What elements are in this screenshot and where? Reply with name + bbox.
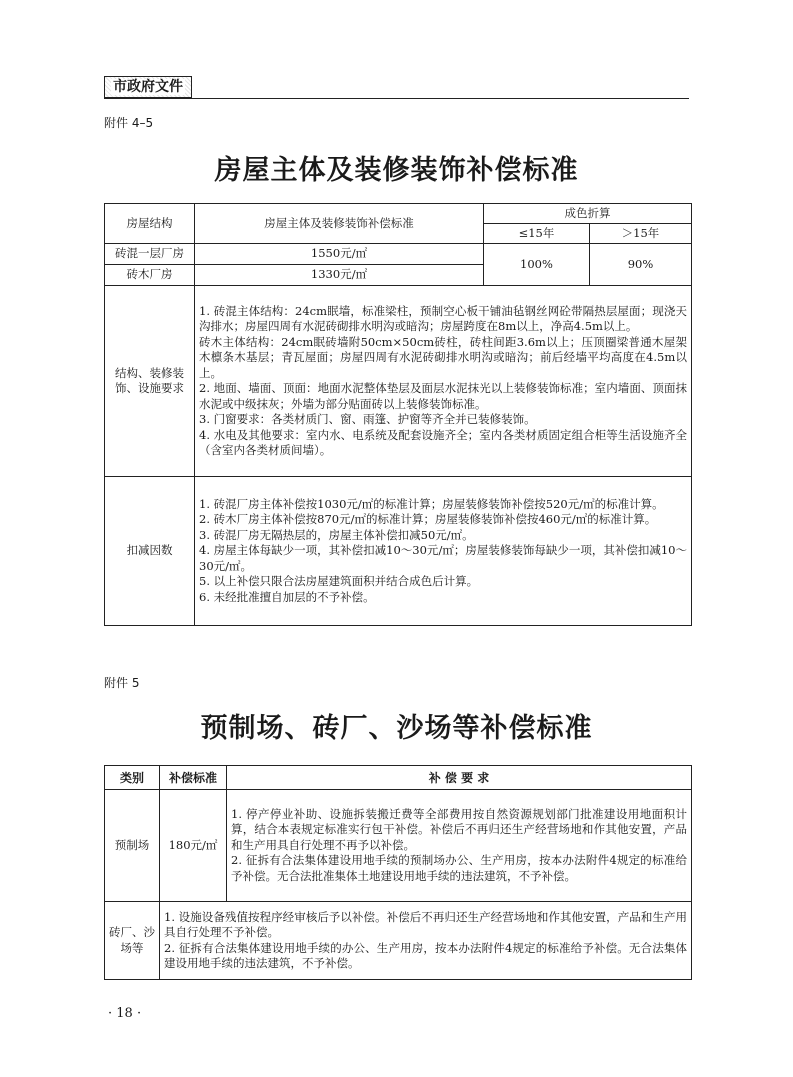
cell-brick-wood-name: 砖木厂房 xyxy=(105,265,195,286)
req-line: 2. 地面、墙面、顶面：地面水泥整体垫层及面层水泥抹光以上装修装饰标准；室内墙面、顶面抹水泥或中级抹灰；外墙为部分贴面砖以上装修装饰标准。 xyxy=(199,381,687,411)
section2-title: 预制场、砖厂、沙场等补偿标准 xyxy=(200,713,593,744)
header-tag xyxy=(104,76,192,98)
deduct-line: 4. 房屋主体每缺少一项，其补偿扣减10～30元/㎡；房屋装修装饰每缺少一项，其补偿扣减10～30元/㎡。 xyxy=(199,543,687,573)
prefab-line: 2. 征拆有合法集体建设用地手续的预制场办公、生产用房，按本办法附件4规定的标准给予补偿。无合法批准集体土地建设用地手续的违法建筑，不予补偿。 xyxy=(231,853,687,883)
header-rule xyxy=(104,98,689,99)
deduct-line: 1. 砖混厂房主体补偿按1030元/㎡的标准计算；房屋装修装饰补偿按520元/㎡的标准计算。 xyxy=(199,496,664,511)
cell-brick-concrete-price: 1550元/㎡ xyxy=(195,244,484,265)
cell-prefab-requirement xyxy=(227,790,692,902)
cell-pct-le15: 100% xyxy=(484,244,590,286)
page-number: · 18 · xyxy=(108,1006,142,1021)
cell-brick-concrete-name: 砖混一层厂房 xyxy=(105,244,195,265)
th-depreciation: 成色折算 xyxy=(484,204,692,224)
kiln-line: 1. 设施设备残值按程序经审核后予以补偿。补偿后不再归还生产经营场地和作其他安置，产品和生产用具自行处理不予补偿。 xyxy=(164,909,687,939)
kiln-line: 2. 征拆有合法集体建设用地手续的办公、生产用房，按本办法附件4规定的标准给予补偿。无合法集体建设用地手续的违法建筑，不予补偿。 xyxy=(164,940,687,970)
table-house-compensation xyxy=(104,203,692,626)
deduct-line: 6. 未经批准擅自加层的不予补偿。 xyxy=(199,589,375,604)
deduct-line: 2. 砖木厂房主体补偿按870元/㎡的标准计算；房屋装修装饰补偿按460元/㎡的标准计算。 xyxy=(199,512,657,527)
attachment-label-2: 附件 5 xyxy=(104,676,140,690)
cell-req-content xyxy=(195,286,692,477)
table-yard-compensation xyxy=(104,765,692,980)
req-line: 4. 水电及其他要求：室内水、电系统及配套设施齐全；室内各类材质固定组合柜等生活设施齐全（含室内各类材质间墙）。 xyxy=(199,427,687,457)
section1-title: 房屋主体及装修装饰补偿标准 xyxy=(214,155,579,186)
req-line: 3. 门窗要求：各类材质门、窗、雨篷、护窗等齐全并已装修装饰。 xyxy=(199,412,536,426)
th-requirement: 补 偿 要 求 xyxy=(227,766,692,790)
prefab-line: 1. 停产停业补助、设施拆装搬迁费等全部费用按自然资源规划部门批准建设用地面积计算，结合本表规定标准实行包干补偿。补偿后不再归还生产经营场地和作其他安置，产品和生产用具自行处理不再予以补偿。 xyxy=(231,806,687,852)
cell-brick-wood-price: 1330元/㎡ xyxy=(195,265,484,286)
header-tag-text: 市政府文件 xyxy=(113,79,183,95)
th-standard: 房屋主体及装修装饰补偿标准 xyxy=(195,204,484,244)
cell-pct-gt15: 90% xyxy=(590,244,692,286)
req-line: 砖木主体结构：24cm眠砖墙附50cm×50cm砖柱，砖柱间距3.6m以上；压顶圈梁普通木屋架木檩条木基层；青瓦屋面；房屋四周有水泥砖砌排水明沟或暗沟；前后经墙平均高度在4.5m以上。 xyxy=(199,334,687,380)
req-line: 1. 砖混主体结构：24cm眠墙，标准梁柱，预制空心板干铺油毡钢丝网砼带隔热层屋面；现浇天沟排水；房屋四周有水泥砖砌排水明沟或暗沟；房屋跨度在8m以上，净高4.5m以上。 xyxy=(199,303,687,333)
cell-req-label: 结构、装修装饰、设施要求 xyxy=(105,286,195,477)
cell-kiln-requirement xyxy=(160,902,692,980)
th-category: 类别 xyxy=(105,766,160,790)
cell-prefab-price: 180元/㎡ xyxy=(160,790,227,902)
deduct-line: 5. 以上补偿只限合法房屋建筑面积并结合成色后计算。 xyxy=(199,574,479,589)
deduct-line: 3. 砖混厂房无隔热层的，房屋主体补偿扣减50元/㎡。 xyxy=(199,527,474,542)
th-gt15: ＞15年 xyxy=(590,224,692,244)
th-structure: 房屋结构 xyxy=(105,204,195,244)
attachment-label-1: 附件 4–5 xyxy=(104,116,154,130)
cell-deduct-label: 扣减因数 xyxy=(105,477,195,626)
cell-kiln-category: 砖厂、沙场等 xyxy=(105,902,160,980)
th-comp-standard: 补偿标准 xyxy=(160,766,227,790)
th-le15: ≤15年 xyxy=(484,224,590,244)
cell-deduct-content xyxy=(195,477,692,626)
cell-prefab-category: 预制场 xyxy=(105,790,160,902)
